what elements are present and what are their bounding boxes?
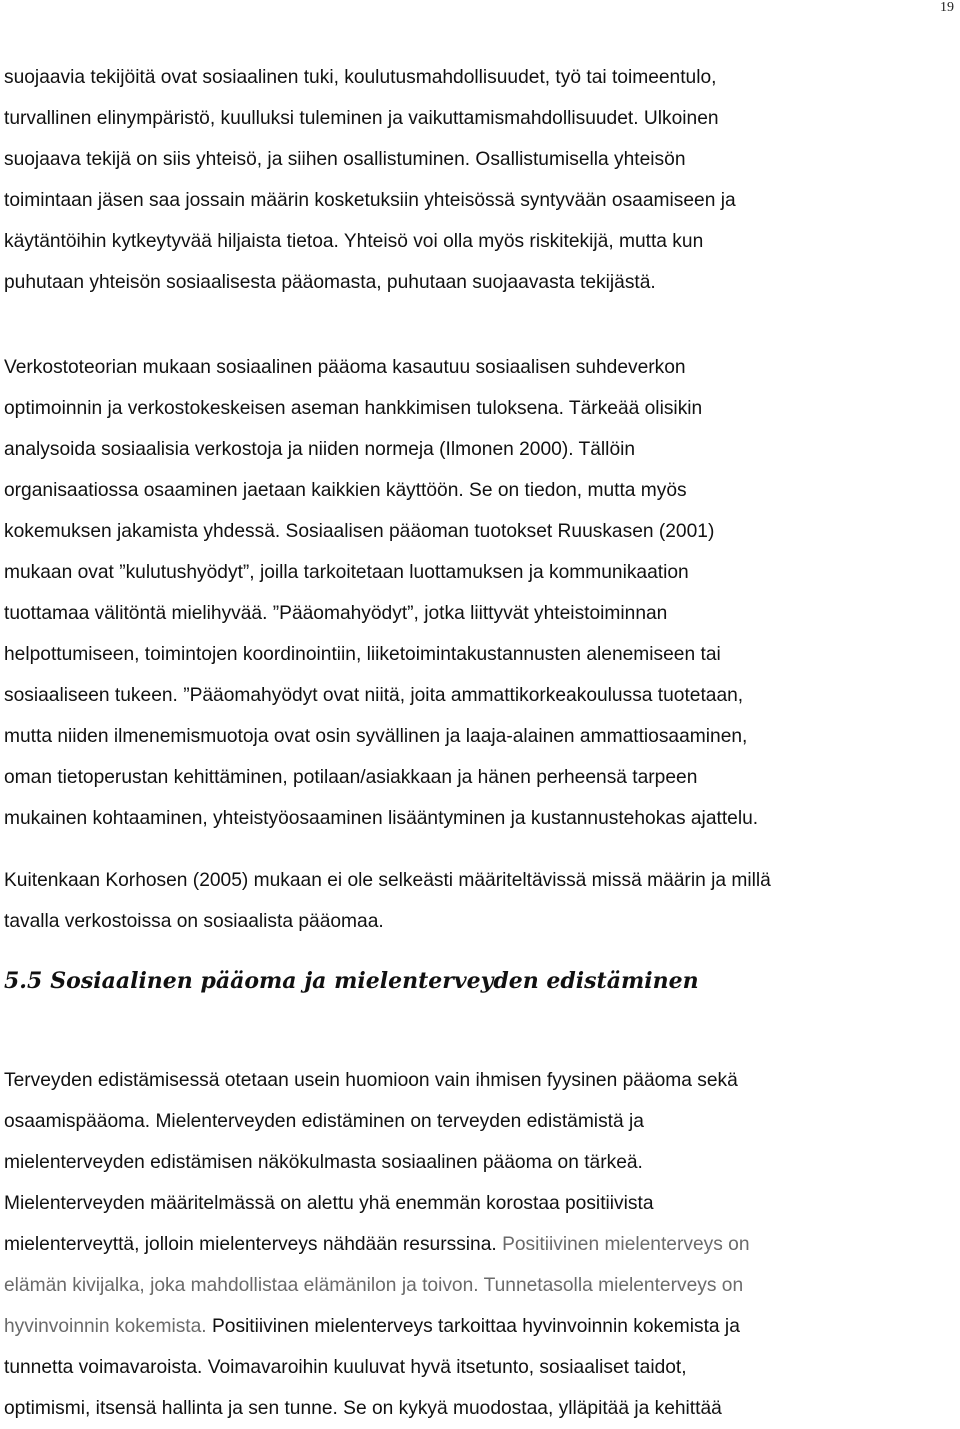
text-line: sosiaaliseen tukeen. ”Pääomahyödyt ovat niitä, joita ammattikorkeakoulussa tuotetaan, [4, 685, 744, 706]
section-heading [4, 968, 699, 994]
text-line: Kuitenkaan Korhosen (2005) mukaan ei ole selkeästi määriteltävissä missä määrin ja millä [4, 870, 771, 891]
text-line: Verkostoteorian mukaan sosiaalinen pääoma kasautuu sosiaalisen suhdeverkon [4, 357, 686, 378]
text-line: optimoinnin ja verkostokeskeisen aseman hankkimisen tuloksena. Tärkeää olisikin [4, 398, 703, 419]
paragraph-mental-health-promotion [4, 1060, 960, 1429]
text-line [4, 1388, 960, 1429]
text-line: tavalla verkostoissa on sosiaalista pääomaa. [4, 911, 384, 932]
section-title: Sosiaalinen pääoma ja mielenterveyden edistäminen [50, 968, 699, 994]
text-line [4, 1306, 960, 1347]
text-line: toimintaan jäsen saa jossain määrin kosketuksiin yhteisössä syntyvään osaamiseen ja [4, 190, 736, 211]
text-line: turvallinen elinympäristö, kuulluksi tuleminen ja vaikuttamismahdollisuudet. Ulkoinen [4, 108, 719, 129]
text-segment: Terveyden edistämisessä otetaan usein huomioon vain ihmisen fyysinen pääoma sekä [4, 1070, 738, 1091]
text-segment: mielenterveyttä, jolloin mielenterveys nähdään resurssina. [4, 1234, 503, 1255]
text-line: käytäntöihin kytkeytyvää hiljaista tietoa. Yhteisö voi olla myös riskitekijä, mutta kun [4, 231, 704, 252]
text-segment: tunnetta voimavaroista. Voimavaroihin kuuluvat hyvä itsetunto, sosiaaliset taidot, [4, 1357, 687, 1378]
text-line: helpottumiseen, toimintojen koordinointiin, liiketoimintakustannusten alenemiseen tai [4, 644, 721, 665]
text-line: mukaan ovat ”kulutushyödyt”, joilla tarkoitetaan luottamuksen ja kommunikaation [4, 562, 689, 583]
text-line: mukainen kohtaaminen, yhteistyöosaaminen lisääntyminen ja kustannustehokas ajattelu. [4, 808, 759, 829]
text-line [4, 1347, 960, 1388]
paragraph-network-theory [4, 347, 960, 839]
text-segment: osaamispääoma. Mielenterveyden edistäminen on terveyden edistämistä ja [4, 1111, 644, 1132]
text-segment: Positiivinen mielenterveys tarkoittaa hyvinvoinnin kokemista ja [211, 1316, 740, 1337]
text-segment: mielenterveyden edistämisen näkökulmasta sosiaalinen pääoma on tärkeä. [4, 1152, 643, 1173]
page-number: 19 [940, 0, 954, 15]
paragraph-protective-factors [4, 57, 960, 303]
text-line [4, 1101, 960, 1142]
text-line [4, 1060, 960, 1101]
section-number: 5.5 [4, 968, 43, 994]
text-line: oman tietoperustan kehittäminen, potilaan/asiakkaan ja hänen perheensä tarpeen [4, 767, 698, 788]
text-line: organisaatiossa osaaminen jaetaan kaikkien käyttöön. Se on tiedon, mutta myös [4, 480, 687, 501]
text-line: analysoida sosiaalisia verkostoja ja niiden normeja (Ilmonen 2000). Tällöin [4, 439, 636, 460]
text-segment: Mielenterveyden määritelmässä on alettu yhä enemmän korostaa positiivista [4, 1193, 654, 1214]
text-segment-grey: elämän kivijalka, joka mahdollistaa elämänilon ja toivon. Tunnetasolla mielenterveys on [4, 1275, 744, 1296]
text-line: suojaavia tekijöitä ovat sosiaalinen tuki, koulutusmahdollisuudet, työ tai toimeentulo, [4, 67, 717, 88]
text-segment-grey: hyvinvoinnin kokemista. [4, 1316, 212, 1337]
text-line [4, 1183, 960, 1224]
text-line: puhutaan yhteisön sosiaalisesta pääomasta, puhutaan suojaavasta tekijästä. [4, 272, 656, 293]
text-segment: optimismi, itsensä hallinta ja sen tunne. Se on kykyä muodostaa, ylläpitää ja kehittää [4, 1398, 722, 1419]
text-segment-grey: Positiivinen mielenterveys on [502, 1234, 750, 1255]
text-line [4, 1142, 960, 1183]
text-line: suojaava tekijä on siis yhteisö, ja siihen osallistuminen. Osallistumisella yhteisön [4, 149, 686, 170]
text-line [4, 1224, 960, 1265]
text-line [4, 1265, 960, 1306]
paragraph-korhonen [4, 860, 960, 942]
text-line: tuottamaa välitöntä mielihyvää. ”Pääomahyödyt”, jotka liittyvät yhteistoiminnan [4, 603, 668, 624]
text-line: mutta niiden ilmenemismuotoja ovat osin syvällinen ja laaja-alainen ammattiosaaminen, [4, 726, 748, 747]
text-line: kokemuksen jakamista yhdessä. Sosiaalisen pääoman tuotokset Ruuskasen (2001) [4, 521, 715, 542]
